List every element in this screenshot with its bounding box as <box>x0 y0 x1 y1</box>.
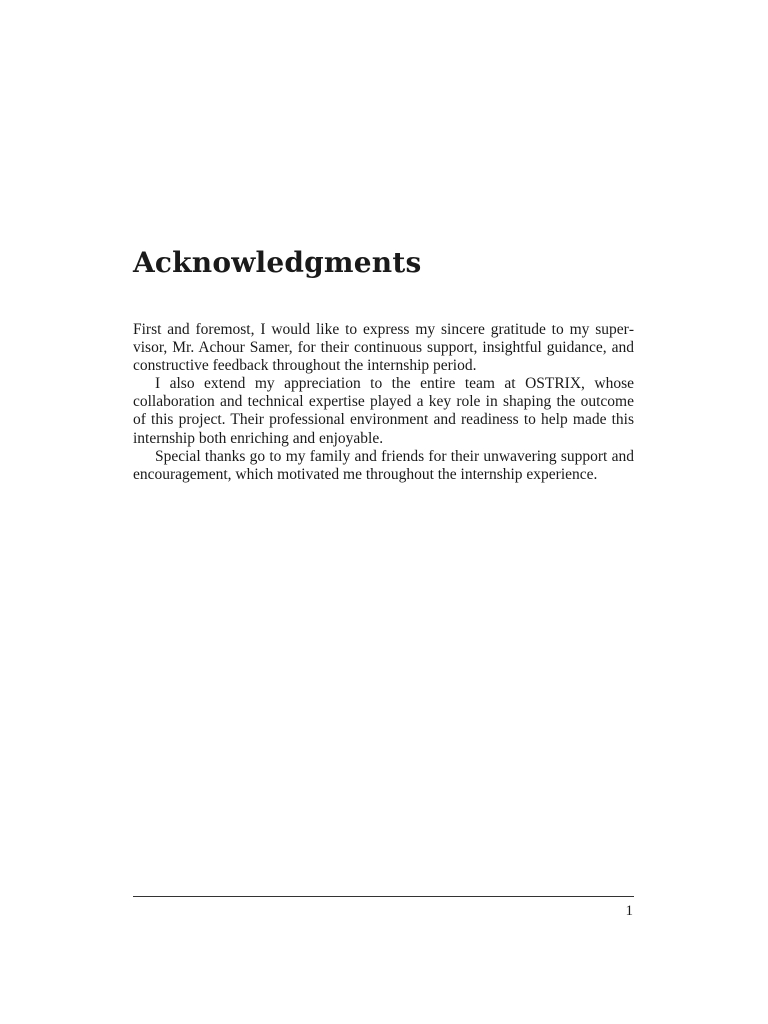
paragraph-team-appreciation: I also extend my appreciation to the entire team at OSTRIX, whose collaboration and technical expertise played a key role in shaping the outcome of this project. Their professional environment and readiness to help made this internship both enriching and enjoyable. <box>133 375 634 447</box>
footer-divider <box>133 896 634 897</box>
paragraph-gratitude-supervisor: First and foremost, I would like to express my sincere gratitude to my supervisor, Mr. Achour Samer, for their continuous support, insightful guidance, and constructive feedback throughout the internship period. <box>133 321 634 375</box>
page-number: 1 <box>625 903 633 919</box>
paragraph-family-thanks: Special thanks go to my family and friends for their unwavering support and encouragement, which motivated me throughout the internship experience. <box>133 447 634 483</box>
acknowledgments-body <box>133 321 634 484</box>
chapter-heading: Acknowledgments <box>133 246 422 279</box>
